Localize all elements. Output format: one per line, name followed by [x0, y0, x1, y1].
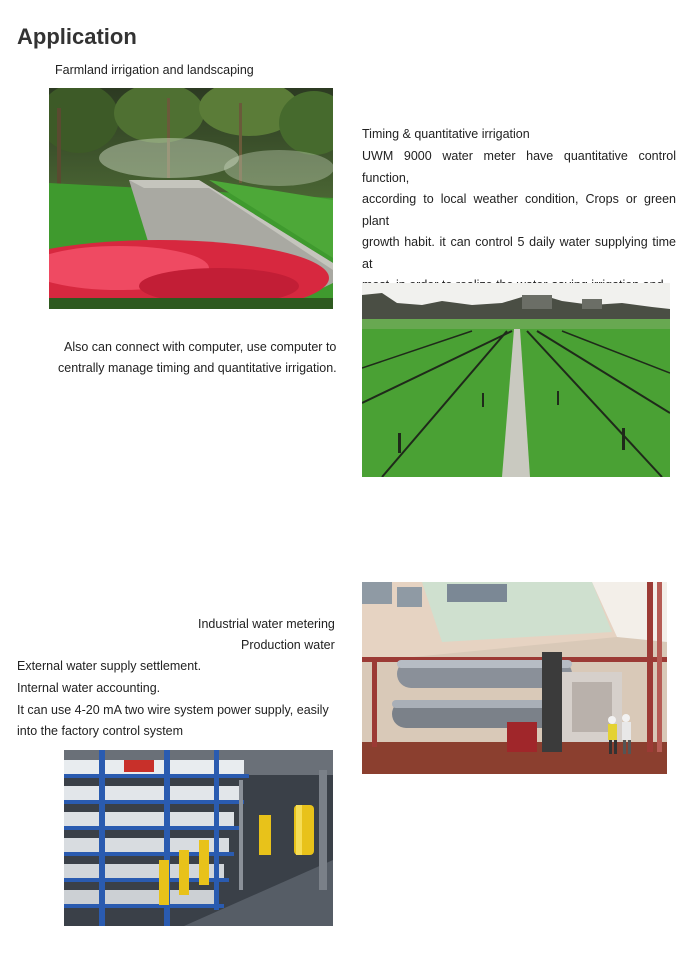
- industrial-line4: into the factory control system: [17, 724, 184, 738]
- industrial-indoor-image-art: [64, 750, 333, 926]
- industrial-outdoor-image-art: [362, 582, 667, 774]
- farmland-caption: Farmland irrigation and landscaping: [55, 63, 254, 77]
- timing-line3: growth habit. it can control 5 daily water supplying time at: [362, 235, 676, 271]
- industrial-outdoor-image: [362, 582, 667, 774]
- industrial-line2: Internal water accounting.: [17, 681, 161, 695]
- page-title: Application: [17, 24, 137, 49]
- industrial-subheading: Production water: [241, 638, 335, 652]
- computer-control-line2: centrally manage timing and quantitative irrigation.: [58, 361, 337, 375]
- crop-field-image-art: [362, 283, 670, 477]
- industrial-indoor-image: [64, 750, 333, 926]
- timing-line1: UWM 9000 water meter have quantitative control function,: [362, 149, 676, 185]
- timing-line2: according to local weather condition, Crops or green plant: [362, 192, 676, 228]
- industrial-heading: Industrial water metering: [198, 617, 335, 631]
- industrial-line1: External water supply settlement.: [17, 659, 202, 673]
- crop-field-image: [362, 283, 670, 477]
- industrial-line3: It can use 4-20 mA two wire system power supply, easily: [17, 703, 329, 717]
- timing-heading: Timing & quantitative irrigation: [362, 127, 530, 141]
- computer-control-line1: Also can connect with computer, use computer to: [64, 340, 337, 354]
- farmland-image-art: [49, 88, 333, 309]
- farmland-image: [49, 88, 333, 309]
